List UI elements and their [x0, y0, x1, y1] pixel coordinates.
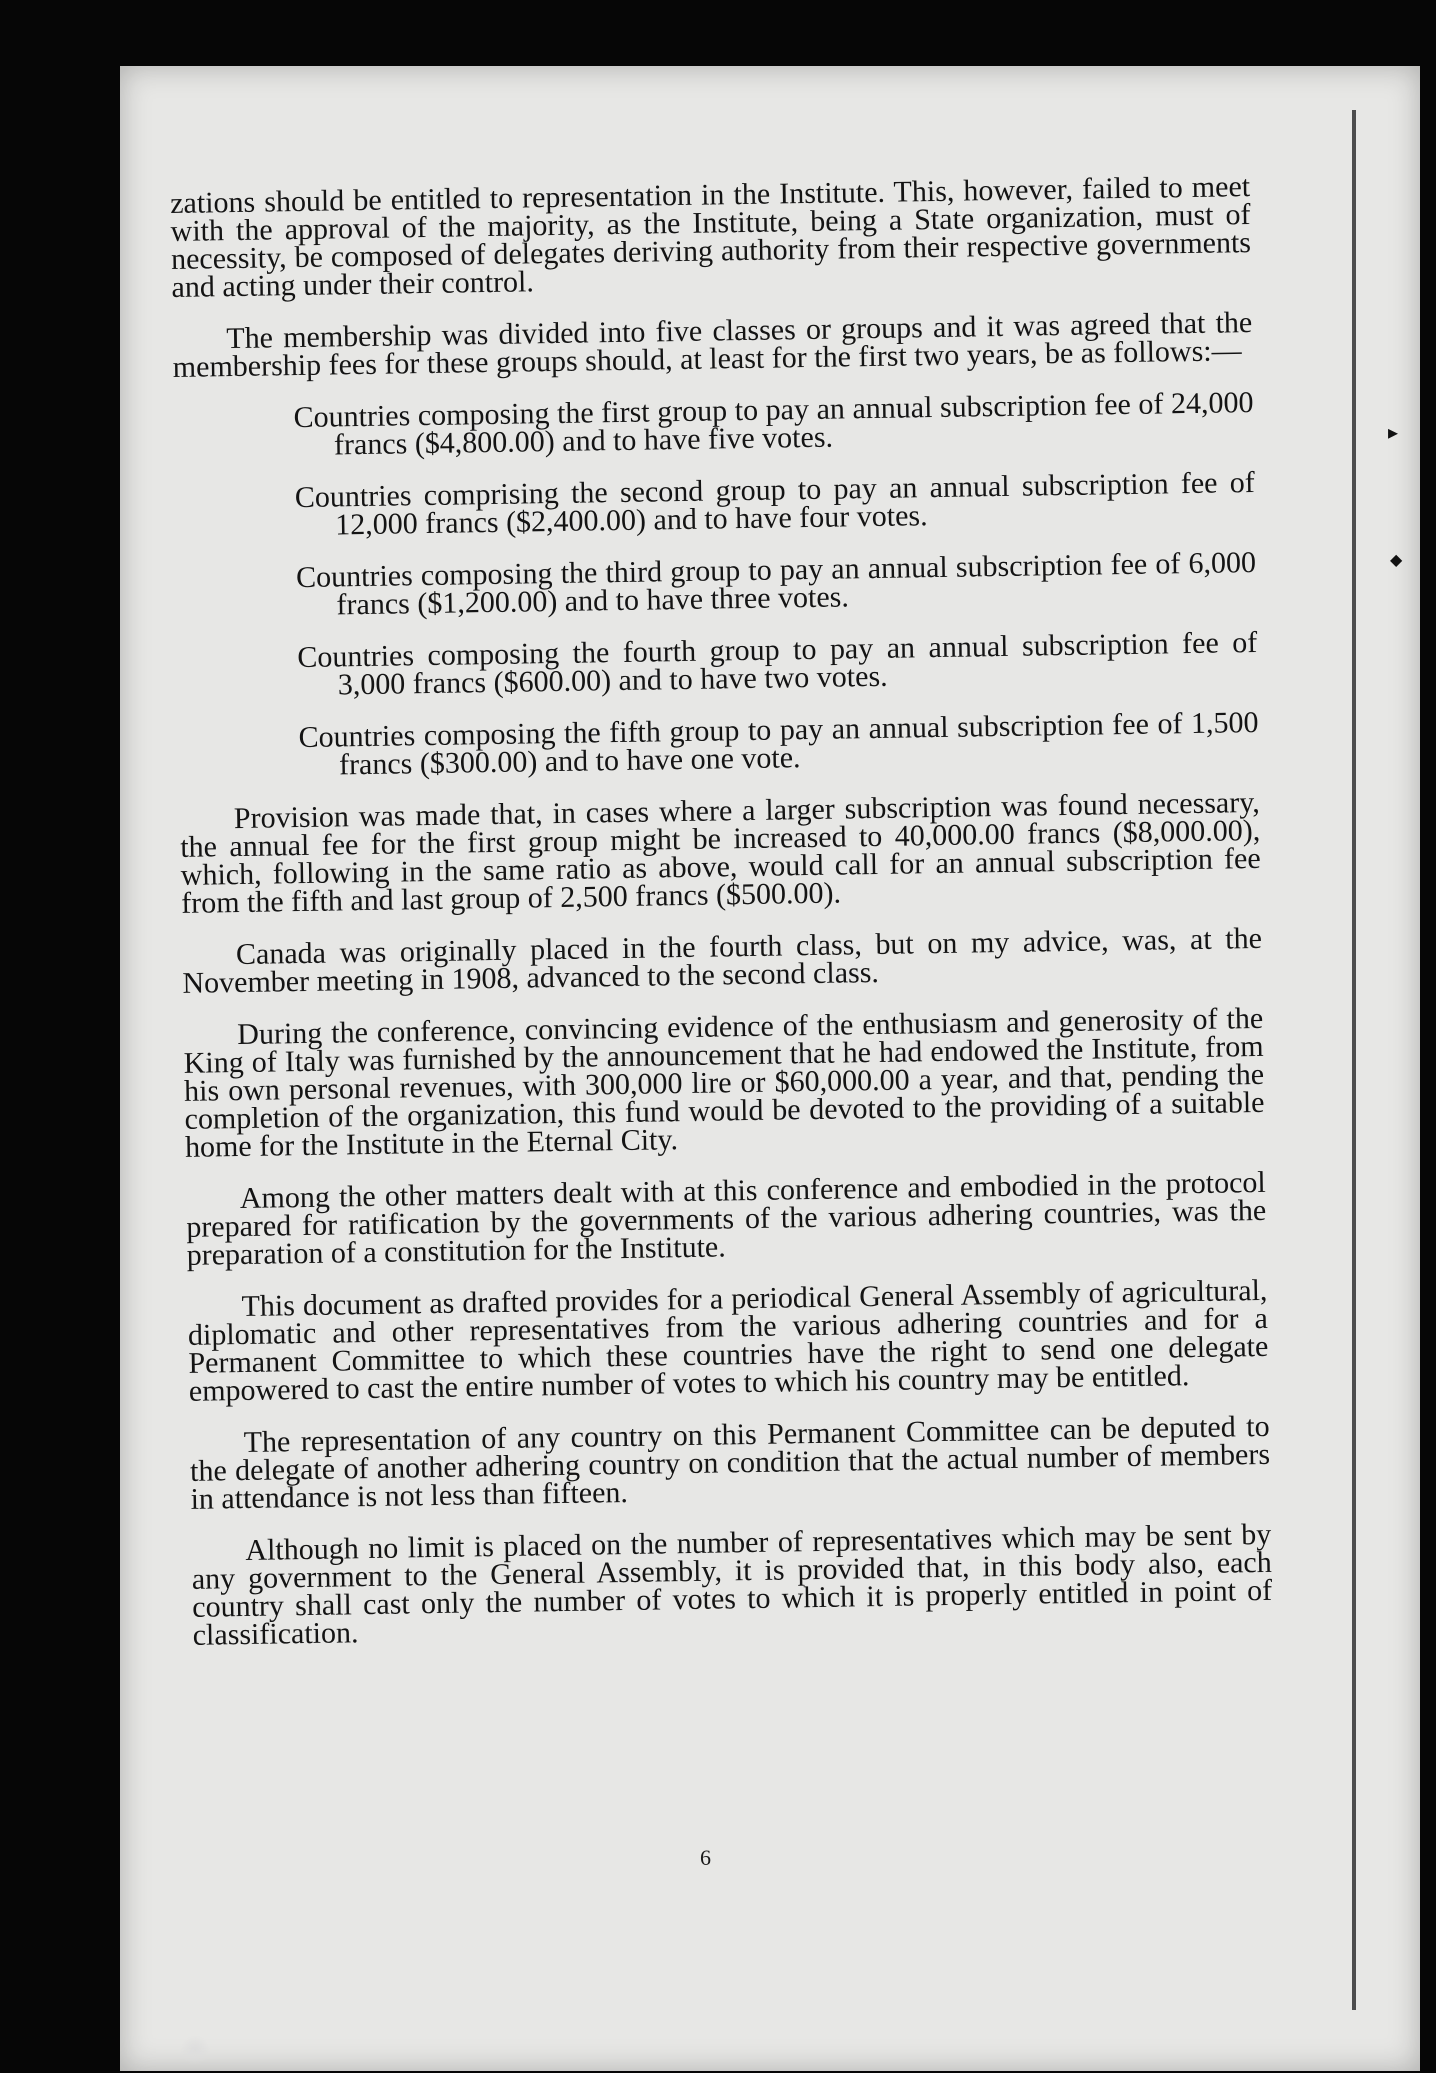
paragraph: Canada was originally placed in the fourth class, but on my advice, was, at the November meeting in 1908, advanced to the second class.	[182, 921, 1263, 1000]
page-number: 6	[700, 1845, 711, 1870]
paragraph: zations should be entitled to representation in the Institute. This, however, failed to meet with the approval of the majority, as the Institute, being a State organization, must of necessity, be composed of delegates deriving authority from their respective governments and acting under their control.	[169, 170, 1252, 304]
paragraph: The representation of any country on this Permanent Committee can be deputed to the delegate of another adhering country on condition that the actual number of members in attendance is not less than fifteen.	[189, 1409, 1271, 1516]
group-item-2: Countries comprising the second group to pay an annual subscription fee of 12,000 francs ($2,400.00) and to have four votes.	[294, 465, 1255, 542]
group-item-5: Countries composing the fifth group to pay an annual subscription fee of 1,500 francs ($300.00) and to have one vote.	[298, 705, 1259, 782]
margin-mark: ◆	[1390, 550, 1403, 569]
body-text	[169, 170, 1273, 1674]
paragraph: Among the other matters dealt with at this conference and embodied in the protocol prepared for ratification by the governments of the various adhering countries, was the preparation of a constitution for the Institute.	[186, 1165, 1267, 1272]
group-item-4: Countries composing the fourth group to pay an annual subscription fee of 3,000 francs ($600.00) and to have two votes.	[297, 625, 1258, 702]
margin-mark: ▸	[1388, 420, 1399, 444]
group-item-1: Countries composing the first group to pay an annual subscription fee of 24,000 francs ($4,800.00) and to have five votes.	[293, 386, 1254, 462]
paragraph: The membership was divided into five classes or groups and it was agreed that the membership fees for these groups should, at least for the first two years, be as follows:—	[172, 306, 1253, 384]
group-item-3: Countries composing the third group to pay an annual subscription fee of 6,000 francs ($1,200.00) and to have three votes.	[295, 545, 1257, 622]
paragraph: This document as drafted provides for a periodical General Assembly of agricultural, diplomatic and other representatives from the various adhering countries and for a Permanent Committee to which these countries have the right to send one delegate empowered to cast the entire number of votes to which his country may be entitled.	[187, 1273, 1269, 1408]
paragraph: Provision was made that, in cases where a larger subscription was found necessary, the annual fee for the first group might be increased to 40,000.00 francs ($8,000.00), which, following in the same ratio as above, would call for an annual subscription fee from the fifth and last group of 2,500 francs ($500.00).	[180, 785, 1261, 920]
paragraph: Although no limit is placed on the number of representatives which may be sent by any government to the General Assembly, it is provided that, in this body also, each country shall cast only the number of votes to which it is properly entitled in point of classification.	[191, 1517, 1273, 1652]
scan-smudge	[180, 2035, 210, 2065]
adjacent-page-edge	[1352, 110, 1356, 2010]
paragraph: During the conference, convincing evidence of the enthusiasm and generosity of the King of Italy was furnished by the announcement that he had endowed the Institute, from his own personal revenues, with 300,000 lire or $60,000.00 a year, and that, pending the completion of the organization, this fund would be devoted to the providing of a suitable home for the Institute in the Eternal City.	[183, 1001, 1265, 1164]
